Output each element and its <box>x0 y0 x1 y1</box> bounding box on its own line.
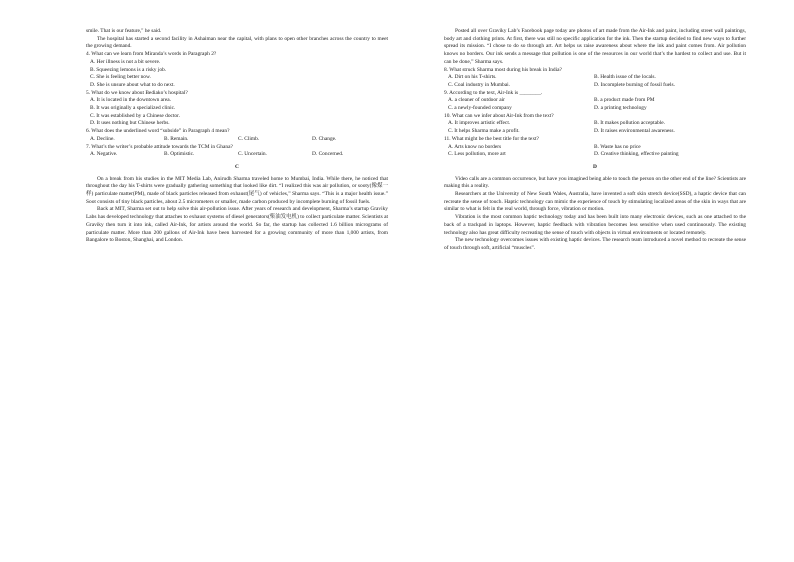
question-6-option-c: C. Climb. <box>238 135 260 142</box>
right-column <box>444 28 746 253</box>
passage-d-paragraph-2: Researchers at the University of New South Wales, Australia, have invented a soft skin stretch device(SSD), a haptic device that can recreate the sense of touch. Haptic technology can mimic the experience of touch by stimulating localized areas of the skin in ways that are similar to what is felt in the real world, through force, vibration or motion. <box>444 191 746 213</box>
question-4-stem: 4. What can we learn from Miranda’s words in Paragraph 2? <box>86 51 217 58</box>
question-6-option-a: A. Decline. <box>90 135 115 142</box>
question-10-option-a: A. It improves artistic effect. <box>448 120 511 127</box>
question-5-option-b: B. It was originally a specialized clinic. <box>90 105 176 112</box>
question-6-stem: 6. What does the underlined word “subside” in Paragraph 4 mean? <box>86 128 230 135</box>
question-9-options-ab <box>444 97 746 105</box>
question-7-option-d: D. Concerned. <box>312 151 344 158</box>
question-4-option-b: B. Squeezing lemons is a risky job. <box>90 66 167 73</box>
question-10-options-ab <box>444 120 746 128</box>
question-5-option-c: C. It was established by a Chinese doctor. <box>90 112 180 119</box>
question-11-option-c: C. Less pollution, more art <box>448 151 506 158</box>
question-4-option-c: C. She is feeling better now. <box>90 74 151 81</box>
question-8-stem: 8. What struck Sharma most during his break in India? <box>444 66 562 73</box>
question-6-option-d: D. Change. <box>312 135 337 142</box>
question-9-stem: 9. According to the text, Air-Ink is ________. <box>444 89 543 96</box>
question-8-options-cd <box>444 82 746 90</box>
question-7-stem: 7. What’s the writer’s probable attitude towards the TCM in Ghana? <box>86 143 233 150</box>
question-8-options-ab <box>444 74 746 82</box>
question-11-stem: 11. What might be the best title for the text? <box>444 135 539 142</box>
question-10-stem: 10. What can we infer about Air-Ink from the text? <box>444 112 554 119</box>
question-7-options <box>86 151 388 159</box>
question-8-option-d: D. Incomplete burning of fossil fuels. <box>594 81 675 88</box>
passage-b-end-line: smile. That is our feature," he said. <box>86 28 162 34</box>
question-7-option-b: B. Optimistic. <box>164 151 195 158</box>
passage-b-last-paragraph: The hospital has started a second facility in Ashaiman near the capital, with plans to open other branches across the country to meet the growing demand. <box>86 35 388 50</box>
question-9-options-cd <box>444 105 746 113</box>
section-d-heading: D <box>593 163 597 170</box>
question-5-stem: 5. What do we know about Bediako’s hospital? <box>86 89 188 96</box>
question-4-option-d: D. She is unsure about what to do next. <box>90 81 175 88</box>
question-7-option-c: C. Uncertain. <box>238 151 267 158</box>
question-10-option-d: D. It raises environmental awareness. <box>594 128 675 135</box>
question-8-option-a: A. Dirt on his T-shirts. <box>448 74 497 81</box>
question-5-option-d: D. It uses nothing but Chinese herbs. <box>90 120 170 127</box>
passage-c-paragraph-3: Posted all over Graviky Lab’s Facebook page today are photos of art made from the Air-Ink and paint, including street wall paintings, body art and clothing prints. At first, there was still no specific application for the ink. Then the startup decided to find new ways to further spread its mission. “I chose to do so through art. Art helps us raise awareness about where the ink and paint comes from. Air pollution knows no borders. Our ink sends a message that pollution is one of the resources in our world that’s the hardest to collect and use. But it can be done,” Sharma says. <box>444 28 746 65</box>
question-9-option-b: B. a product made from PM <box>594 97 655 104</box>
left-column <box>86 28 388 245</box>
question-11-option-b: B. Waste has no price <box>594 143 641 150</box>
question-9-option-d: D. a printing technology <box>594 105 647 112</box>
question-8-option-c: C. Coal industry in Mumbai. <box>448 81 510 88</box>
passage-d-paragraph-3: Vibration is the most common haptic technology today and has been built into many electronic devices, such as one attached to the back of a trackpad in laptops. However, haptic feedback with vibration becomes less sensitive when used continuously. The existing technology also has great difficulty recreating the sense of touch with objects in virtual environments or located remotely. <box>444 214 746 236</box>
question-9-option-a: A. a cleaner of outdoor air <box>448 97 505 104</box>
passage-d-paragraph-1: Video calls are a common occurrence, but have you imagined being able to touch the person on the other end of the line? Scientists are making this a reality. <box>444 175 746 190</box>
question-5-option-a: A. It is located in the downtown area. <box>90 97 171 104</box>
question-6-options <box>86 136 388 144</box>
question-11-option-d: D. Creative thinking, effective painting <box>594 151 679 158</box>
question-10-options-cd <box>444 128 746 136</box>
section-c-heading: C <box>235 163 239 170</box>
question-10-option-c: C. It helps Sharma make a profit. <box>448 128 520 135</box>
passage-c-paragraph-2: Back at MIT, Sharma set out to help solve this air-pollution issue. After years of research and development, Sharma’s startup Graviky Labs has developed technology that attaches to exhaust systems of diesel generators(柴油发电机) to collect particulate matter. Scientists at Graviky then turn it into ink, called Air-Ink, for artists around the world. So far, the startup has collected 1.6 billion micrograms of particulate matter. More than 200 gallons of Air-Ink have been harvested for a growing community of more than 1,000 artists, from Bangalore to Boston, Shanghai, and London. <box>86 206 388 244</box>
question-8-option-b: B. Health issue of the locals. <box>594 74 656 81</box>
question-10-option-b: B. It makes pollution acceptable. <box>594 120 665 127</box>
passage-d-paragraph-4: The new technology overcomes issues with existing haptic devices. The research team introduced a novel method to recreate the sense of touch through soft, artificial “muscles”. <box>444 237 746 251</box>
question-11-options-cd <box>444 151 746 159</box>
question-6-option-b: B. Remain. <box>164 135 189 142</box>
question-7-option-a: A. Negative. <box>90 151 118 158</box>
question-9-option-c: C. a newly-founded company <box>448 105 512 112</box>
passage-c-paragraph-1: On a break from his studies in the MIT Media Lab, Anirudh Sharma traveled home to Mumbai, India. While there, he noticed that throughout the day his T-shirts were gradually gathering something that looked like dirt. “I realized this was air pollution, or sooty(像煤一样) particulate matter(PM), made of black particles released from exhaust(尾气) of vehicles,” Sharma says. “This is a major health issue.” Soot consists of tiny black particles, about 2.5 micrometers or smaller, made carbon produced by incomplete burning of fossil fuels. <box>86 175 388 205</box>
question-11-option-a: A. Arts know no borders <box>448 143 502 150</box>
question-4-option-a: A. Her illness is not a bit severe. <box>90 58 161 65</box>
